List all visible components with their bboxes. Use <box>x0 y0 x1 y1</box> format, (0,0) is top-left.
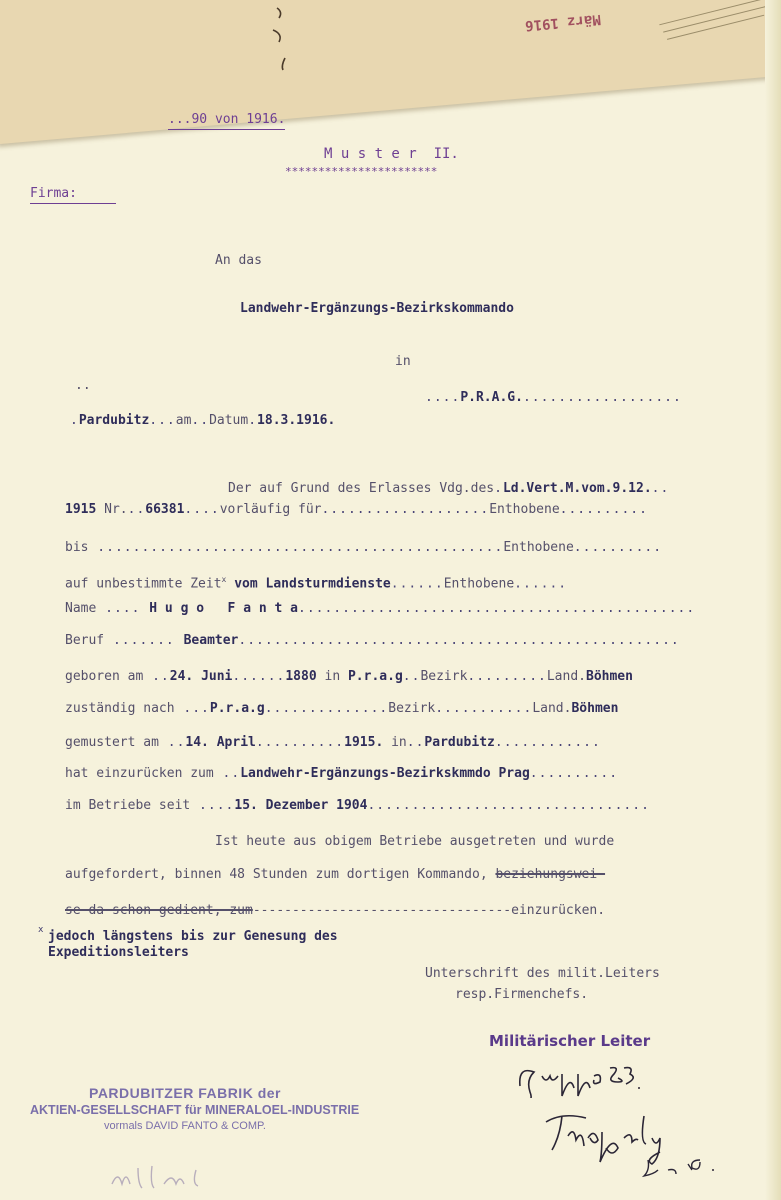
company-stamp-line-1: PARDUBITZER FABRIK der <box>89 1085 281 1101</box>
form-title-stars: *********************** <box>285 165 438 178</box>
name-line: Name .... H u g o F a n t a............................................. <box>65 601 696 616</box>
received-stamp: März 1916 <box>524 10 602 34</box>
body-line-4: auf unbestimmte Zeit$^x$ vom Landsturmdienste......Enthobene...... <box>65 575 568 592</box>
firma-label: Firma: <box>30 186 116 202</box>
signature-block-line-1: Unterschrift des milit.Leiters <box>425 966 660 981</box>
place-date-line: .Pardubitz...am..Datum.18.3.1916. <box>70 413 336 428</box>
addressee-line-1: An das <box>215 253 262 268</box>
paragraph-line-1: Ist heute aus obigem Betriebe ausgetreten und wurde <box>215 834 615 849</box>
company-stamp-line-2: AKTIEN-GESELLSCHAFT für MINERALOEL-INDUSTRIE <box>30 1103 360 1117</box>
signature-block-line-2: resp.Firmenchefs. <box>455 987 589 1002</box>
pencil-mark-icon <box>255 0 315 75</box>
company-stamp-line-3: vormals DAVID FANTO & COMP. <box>104 1120 266 1132</box>
faint-scribble-icon <box>108 1160 238 1196</box>
beruf-line: Beruf ....... Beamter.................................................. <box>65 633 680 648</box>
addressee-city: ....P.R.A.G................... <box>425 390 682 405</box>
footnote-line-2: Expeditionsleiters <box>48 945 189 960</box>
betriebe-line: im Betriebe seit ....15. Dezember 1904................................ <box>65 798 650 813</box>
company-stamp <box>30 1085 360 1132</box>
einrucken-line: hat einzurücken zum ..Landwehr-Ergänzungs-Bezirkskmmdo Prag.......... <box>65 766 619 781</box>
body-line-3: bis ..............................................Enthobene.......... <box>65 540 663 555</box>
handwritten-gruppe-icon <box>512 1058 652 1098</box>
sheet-edge <box>765 0 781 1200</box>
reference-number: ...90 von 1916. <box>168 112 285 128</box>
body-line-1: Der auf Grund des Erlasses Vdg.des.Ld.Vert.M.vom.9.12... <box>228 481 670 496</box>
paragraph-line-2: aufgefordert, binnen 48 Stunden zum dortigen Kommando, beziehungswei- <box>65 867 606 882</box>
body-line-2: 1915 Nr...66381....vorläufig für...................Enthobene.......... <box>65 502 648 517</box>
place-dots: .. <box>75 378 91 393</box>
footnote-line-1: jedoch längstens bis zur Genesung des <box>48 929 338 944</box>
addressee-line-2: Landwehr-Ergänzungs-Bezirkskommando <box>240 301 514 316</box>
military-leader-stamp: Militärischer Leiter <box>489 1032 651 1050</box>
paragraph-line-3: se da schon gedient, zum---------------------------------einzurücken. <box>65 903 606 918</box>
geboren-line: geboren am ..24. Juni......1880 in P.r.a.g..Bezirk.........Land.Böhmen <box>65 669 633 684</box>
footnote-mark: x <box>38 925 44 935</box>
zustaendig-line: zuständig nach ...P.r.a.g..............Bezirk...........Land.Böhmen <box>65 701 619 716</box>
form-title: M u s t e r II. <box>324 146 459 162</box>
addressee-line-3: in <box>395 354 411 369</box>
handwritten-signature-icon <box>540 1108 770 1188</box>
gemustert-line: gemustert am ..14. April..........1915. in..Pardubitz............ <box>65 735 601 750</box>
